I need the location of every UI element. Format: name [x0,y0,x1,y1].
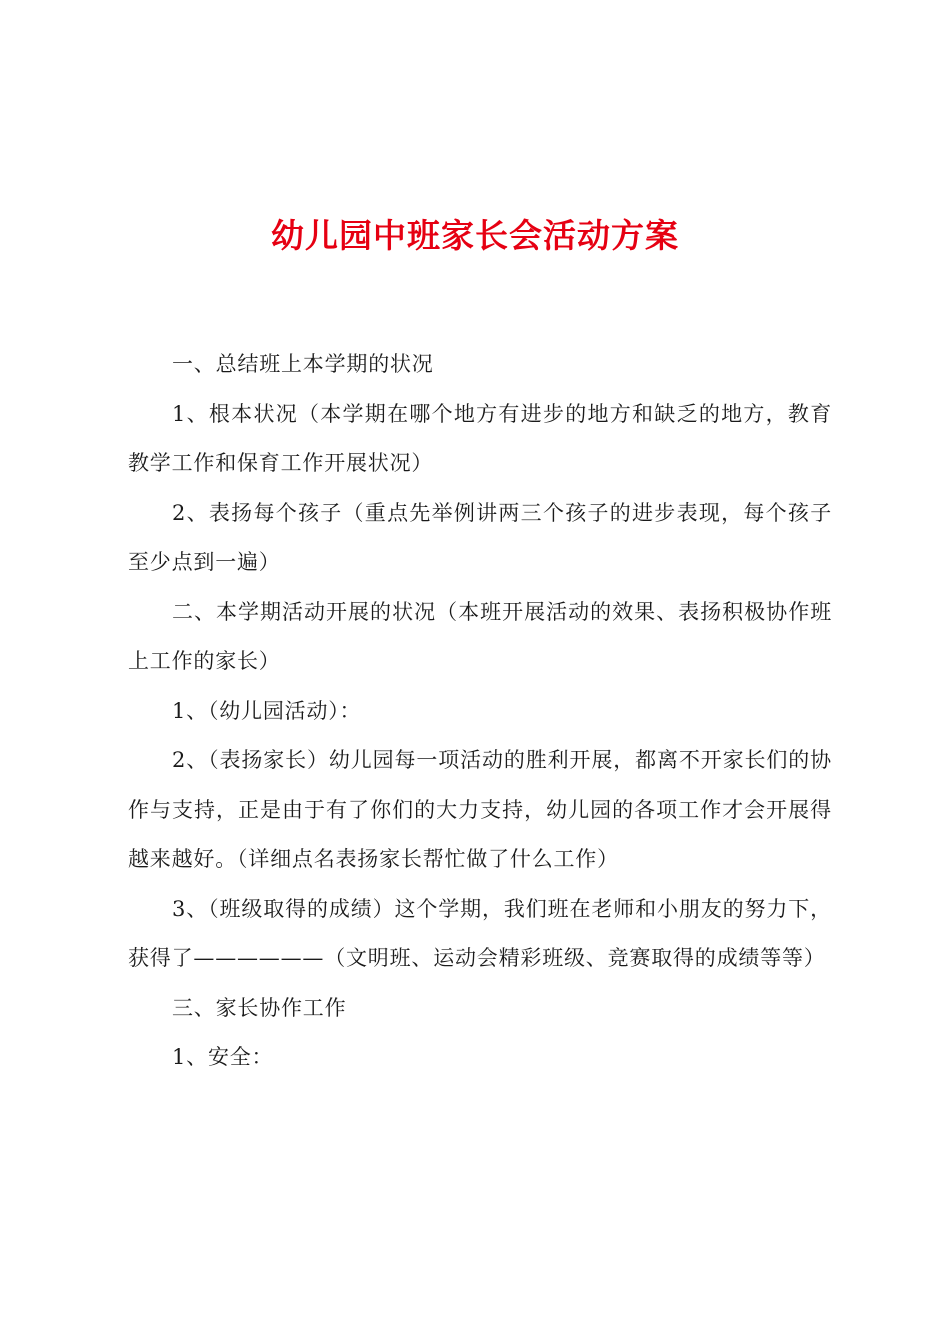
paragraph-item-1-2: 2、表扬每个孩子（重点先举例讲两三个孩子的进步表现，每个孩子至少点到一遍） [128,500,832,574]
section-heading-2: 二、本学期活动开展的状况（本班开展活动的效果、表扬积极协作班上工作的家长） [128,599,832,673]
document-title: 幼儿园中班家长会活动方案 [271,216,679,255]
paragraph-item-2-3: 3、（班级取得的成绩）这个学期，我们班在老师和小朋友的努力下，获得了——————（文明班、运动会精彩班级、竞赛取得的成绩等等） [128,896,832,970]
paragraph-item-2-2: 2、（表扬家长）幼儿园每一项活动的胜利开展，都离不开家长们的协作与支持，正是由于有了你们的大力支持，幼儿园的各项工作才会开展得越来越好。（详细点名表扬家长帮忙做了什么工作） [128,748,832,871]
paragraph-item-3-1: 1、安全： [172,1045,274,1069]
document-body [128,340,832,1083]
section-heading-1: 一、总结班上本学期的状况 [172,352,434,376]
section-heading-3: 三、家长协作工作 [172,995,347,1020]
paragraph-item-1-1: 1、根本状况（本学期在哪个地方有进步的地方和缺乏的地方，教育教学工作和保育工作开展状况） [128,401,832,475]
paragraph-item-2-1: 1、（幼儿园活动）： [172,698,362,723]
